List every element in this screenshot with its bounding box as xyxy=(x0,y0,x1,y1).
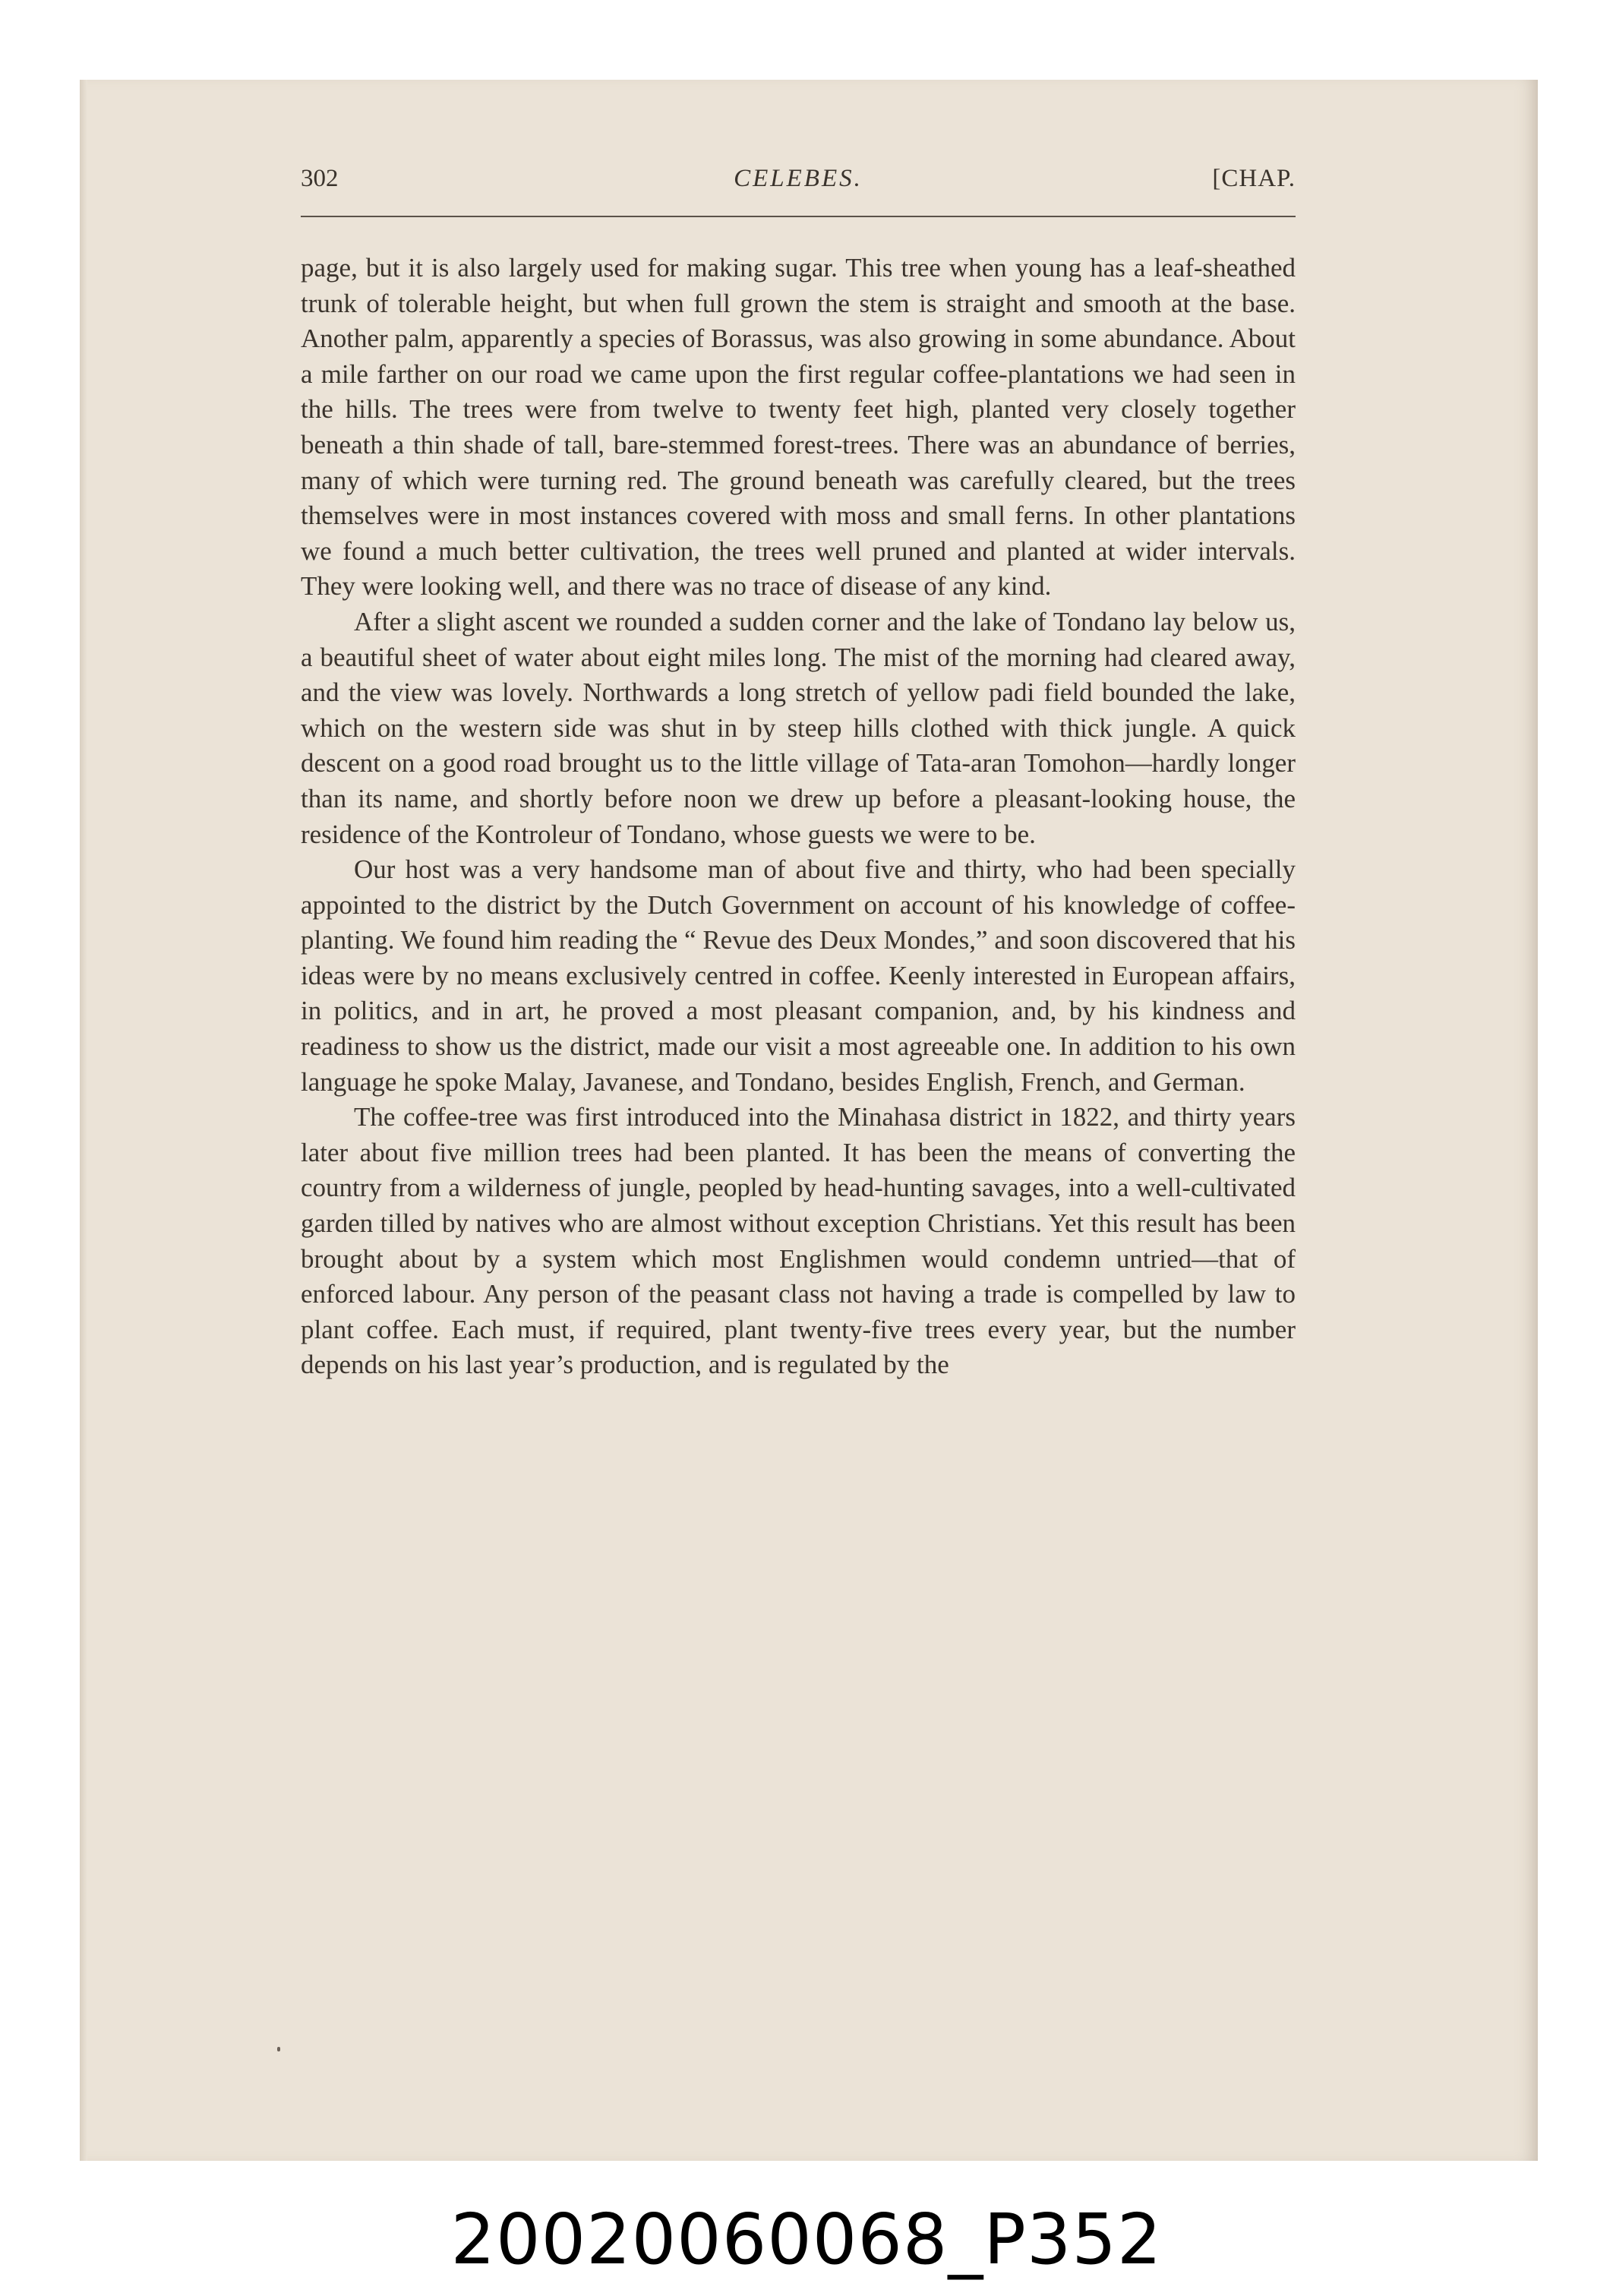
running-header xyxy=(301,165,1296,203)
header-rule xyxy=(301,216,1296,217)
page-edge-shadow xyxy=(80,80,87,2161)
paragraph-2: After a slight ascent we rounded a sudden corner and the lake of Tondano lay below us, a beautiful sheet of water about eight miles long. The mist of the morning had cleared away, and the view was lovely. Northwards a long stretch of yellow padi field bounded the lake, which on the western side was shut in by steep hills clothed with thick jungle. A quick descent on a good road brought us to the little village of Tata-aran Tomohon—hardly longer than its name, and shortly before noon we drew up before a pleasant-looking house, the residence of the Kontroleur of Tondano, whose guests we were to be. xyxy=(301,606,1296,849)
paragraph-4: The coffee-tree was first introduced into the Minahasa district in 1822, and thirty years later about five million trees had been planted. It has been the means of converting the country from a wilderness of jungle, peopled by head-hunting savages, into a well-cultivated garden tilled by natives who are almost without exception Christians. Yet this result has been brought about by a system which most Englishmen would condemn untried—that of enforced labour. Any person of the peasant class not having a trade is compelled by law to plant coffee. Each must, if required, plant twenty-five trees every year, but the number depends on his last year’s production, and is regulated by the xyxy=(301,1102,1296,1380)
body-text xyxy=(301,251,1296,1383)
page-number: 302 xyxy=(301,165,339,192)
chapter-marker: [CHAP. xyxy=(1212,165,1296,192)
paragraph-3: Our host was a very handsome man of about five and thirty, who had been specially appointed to the district by the Dutch Government on account of his knowledge of coffee-planting. We found him reading the “ Revue des Deux Mondes,” and soon discovered that his ideas were by no means exclusively centred in coffee. Keenly interested in European affairs, in politics, and in art, he proved a most pleasant companion, and, by his kindness and readiness to show us the district, made our visit a most agreeable one. In addition to his own language he spoke Malay, Javanese, and Tondano, besides English, French, and German. xyxy=(301,854,1296,1097)
scan-identifier: 20020060068_P352 xyxy=(450,2199,1163,2280)
paragraph-1: page, but it is also largely used for making sugar. This tree when young has a leaf-sheathed trunk of tolerable height, but when full grown the stem is straight and smooth at the base. Another palm, apparently a species of Borassus, was also growing in some abundance. About a mile farther on our road we came upon the first regular coffee-plantations we had seen in the hills. The trees were from twelve to twenty feet high, planted very closely together beneath a thin shade of tall, bare-stemmed forest-trees. There was an abundance of berries, many of which were turning red. The ground beneath was carefully cleared, but the trees themselves were in most instances covered with moss and small ferns. In other plantations we found a much better cultivation, the trees well pruned and planted at wider intervals. They were looking well, and there was no trace of disease of any kind. xyxy=(301,253,1296,602)
paper-speck xyxy=(277,2047,280,2051)
running-title: CELEBES. xyxy=(734,165,863,192)
